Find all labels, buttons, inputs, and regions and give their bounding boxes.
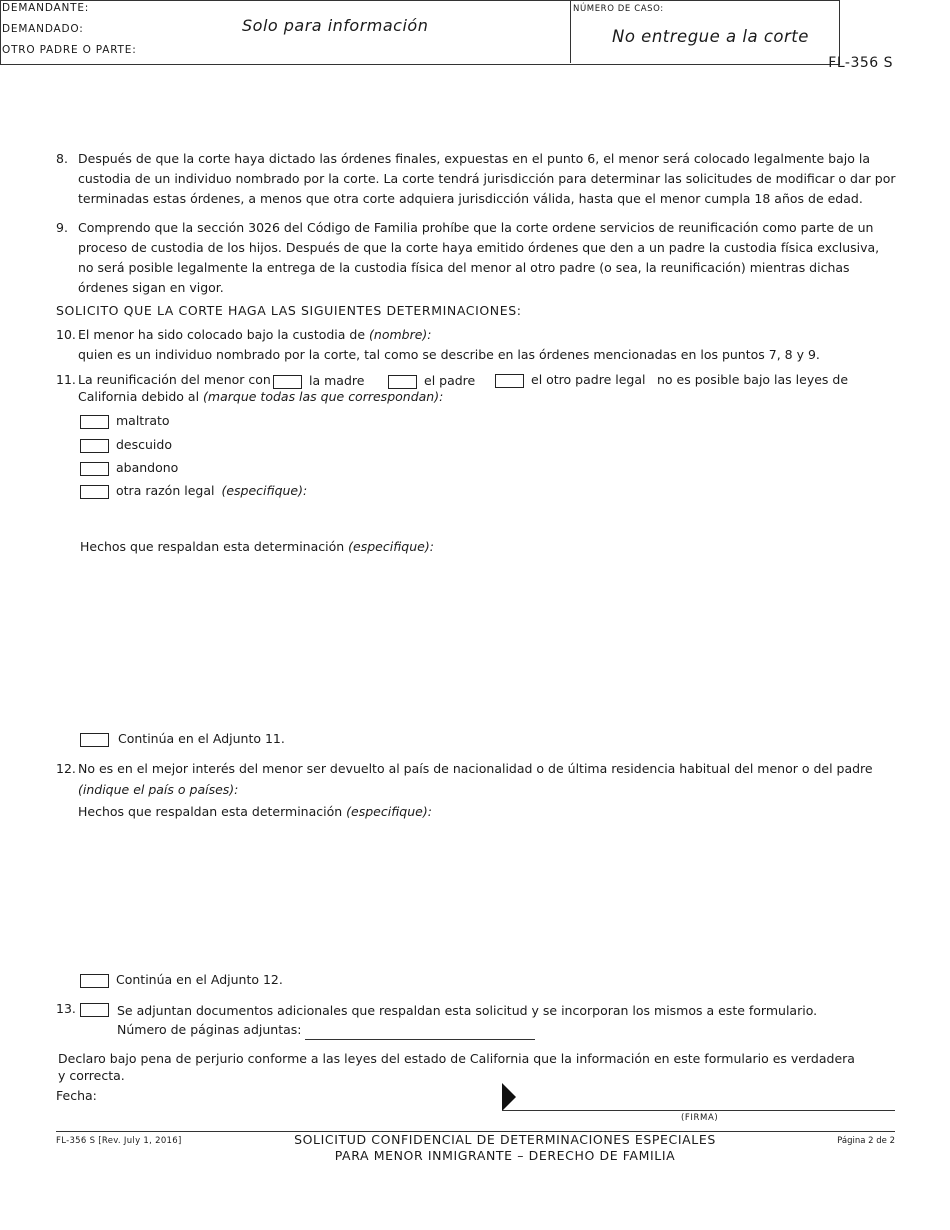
caption-header (0, 0, 840, 65)
item-11-number: 11. (56, 372, 76, 387)
attachment-11-label: Continúa en el Adjunto 11. (118, 731, 285, 746)
abandonment-checkbox[interactable] (80, 462, 109, 476)
abuse-label: maltrato (116, 413, 170, 428)
form-title (200, 1132, 810, 1164)
item-11-intro: La reunificación del menor con (78, 372, 271, 387)
request-heading: SOLICITO QUE LA CORTE HAGA LAS SIGUIENTES DETERMINACIONES: (56, 303, 522, 318)
item-10-name-label: (nombre): (369, 327, 432, 342)
item-11-line2-text: California debido al (78, 389, 200, 404)
respondent-label: DEMANDADO: (2, 23, 84, 35)
item-12-facts-field[interactable] (80, 825, 895, 965)
item-9-text: Comprendo que la sección 3026 del Código de Familia prohíbe que la corte ordene servicios de reunificación como parte de un proceso de custodia de los hijos. Después de que la corte haya emitido órdenes que den a un padre la custodia física exclusiva, no será posible legalmente la entrega de la custodia física del menor al otro padre (o sea, la reunificación) mientras dichas órdenes sigan en vigor. (78, 220, 880, 295)
pages-attached-label: Número de páginas adjuntas: (117, 1022, 302, 1037)
not-possible-text: no es posible bajo las leyes de (657, 372, 849, 387)
case-number-field[interactable]: No entregue a la corte (612, 27, 809, 46)
item-8 (56, 149, 896, 209)
attachment-12-checkbox[interactable] (80, 974, 109, 988)
other-parent-label: OTRO PADRE O PARTE: (2, 44, 137, 56)
item-10-number: 10. (56, 327, 76, 342)
item-10-text: El menor ha sido colocado bajo la custodia de (78, 327, 366, 342)
item-10-line1 (78, 325, 432, 345)
item-12-country-label: (indique el país o países): (78, 782, 239, 797)
date-label: Fecha: (56, 1088, 97, 1103)
form-title-line-2: PARA MENOR INMIGRANTE – DERECHO DE FAMILIA (334, 1148, 676, 1163)
attachment-12-label: Continúa en el Adjunto 12. (116, 972, 283, 987)
petitioner-label: DEMANDANTE: (2, 2, 90, 14)
item-8-text: Después de que la corte haya dictado las órdenes finales, expuestas en el punto 6, el menor será colocado legalmente bajo la custodia de un individuo nombrado por la corte. La corte tendrá jurisdicción para determinar las solicitudes de modificar o dar por terminadas estas órdenes, a menos que otra corte adquiera jurisdicción válida, hasta que el menor cumpla 18 años de edad. (78, 151, 896, 206)
item-12-facts-label (78, 802, 432, 822)
item-12-text: No es en el mejor interés del menor ser devuelto al país de nacionalidad o de última residencia habitual del menor o del padre (78, 761, 873, 776)
declaration-line-2: y correcta. (58, 1068, 125, 1083)
item-11-facts-field[interactable] (80, 560, 895, 720)
case-number-label: NÚMERO DE CASO: (573, 4, 664, 14)
attachments-checkbox[interactable] (80, 1003, 109, 1017)
item-8-number: 8. (56, 151, 68, 166)
item-11-line2 (78, 387, 443, 407)
other-reason-label (116, 481, 307, 501)
item-12-facts-specify: (especifique): (346, 804, 432, 819)
page-number: Página 2 de 2 (837, 1136, 895, 1146)
item-9-number: 9. (56, 220, 68, 235)
item-12-number: 12. (56, 761, 76, 776)
revision-date: FL-356 S [Rev. July 1, 2016] (56, 1136, 182, 1146)
other-reason-checkbox[interactable] (80, 485, 109, 499)
item-13-text: Se adjuntan documentos adicionales que respaldan esta solicitud y se incorporan los mismos a este formulario. (117, 1003, 818, 1018)
signature-label: (FIRMA) (681, 1113, 719, 1123)
item-11-check-all-label: (marque todas las que correspondan): (203, 389, 444, 404)
other-reason-specify: (especifique): (221, 483, 308, 498)
declaration-line-1: Declaro bajo pena de perjurio conforme a las leyes del estado de California que la información en este formulario es verdadera (58, 1051, 855, 1066)
item-13-number: 13. (56, 1001, 76, 1016)
signature-arrow-icon (502, 1083, 518, 1111)
info-only-label: Solo para información (242, 16, 429, 35)
father-label: el padre (424, 373, 476, 388)
neglect-checkbox[interactable] (80, 439, 109, 453)
other-reason-text: otra razón legal (116, 483, 215, 498)
mother-label: la madre (309, 373, 365, 388)
item-11-facts-text: Hechos que respaldan esta determinación (80, 539, 345, 554)
signature-field[interactable] (502, 1110, 895, 1111)
other-parent-checkbox[interactable] (495, 374, 524, 388)
form-title-line-1: SOLICITUD CONFIDENCIAL DE DETERMINACIONES ESPECIALES (294, 1132, 716, 1147)
item-12-facts-text: Hechos que respaldan esta determinación (78, 804, 343, 819)
attachment-11-checkbox[interactable] (80, 733, 109, 747)
pages-attached-field[interactable] (305, 1039, 535, 1040)
other-parent-option-label: el otro padre legal (531, 372, 646, 387)
item-10-line2: quien es un individuo nombrado por la corte, tal como se describe en las órdenes mencionadas en los puntos 7, 8 y 9. (78, 347, 820, 362)
abandonment-label: abandono (116, 460, 179, 475)
neglect-label: descuido (116, 437, 172, 452)
abuse-checkbox[interactable] (80, 415, 109, 429)
item-11-facts-specify: (especifique): (348, 539, 434, 554)
item-9 (56, 218, 896, 298)
item-11-facts-label (80, 537, 434, 557)
form-number: FL-356 S (828, 55, 893, 71)
header-divider (570, 0, 571, 63)
